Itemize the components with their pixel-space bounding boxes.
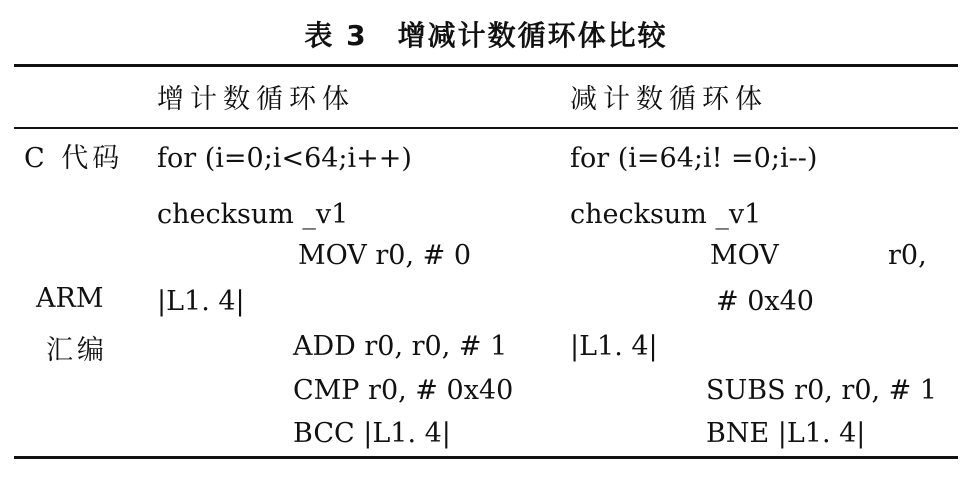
bottom-rule <box>14 456 958 459</box>
dec-mov-immediate: # 0x40 <box>716 286 814 317</box>
top-rule <box>14 64 958 67</box>
row-label-arm: ARM <box>36 283 104 314</box>
dec-subs-instruction: SUBS r0, r0, # 1 <box>706 375 938 406</box>
dec-for-statement: for (i=64;i! =0;i--) <box>570 143 818 174</box>
header-rule <box>14 127 958 129</box>
inc-bcc-instruction: BCC |L1. 4| <box>293 418 451 449</box>
header-decrement-loop: 减计数循环体 <box>570 84 768 115</box>
row-label-c-code: C 代码 <box>24 143 124 174</box>
dec-loop-label: |L1. 4| <box>570 331 658 362</box>
inc-mov-instruction: MOV r0, # 0 <box>298 240 472 271</box>
header-increment-loop: 增计数循环体 <box>157 84 355 115</box>
inc-loop-label: |L1. 4| <box>157 286 245 317</box>
inc-cmp-instruction: CMP r0, # 0x40 <box>293 375 514 406</box>
dec-mov-instruction: MOV <box>710 240 779 271</box>
inc-function-name: checksum _v1 <box>157 199 349 230</box>
row-label-assembly: 汇编 <box>46 335 108 366</box>
dec-mov-register: r0, <box>888 240 927 271</box>
dec-bne-instruction: BNE |L1. 4| <box>706 418 866 449</box>
inc-for-statement: for (i=0;i<64;i++) <box>157 143 412 174</box>
dec-function-name: checksum _v1 <box>570 199 762 230</box>
table-caption: 表 3 增减计数循环体比较 <box>304 19 668 52</box>
inc-add-instruction: ADD r0, r0, # 1 <box>293 331 508 362</box>
